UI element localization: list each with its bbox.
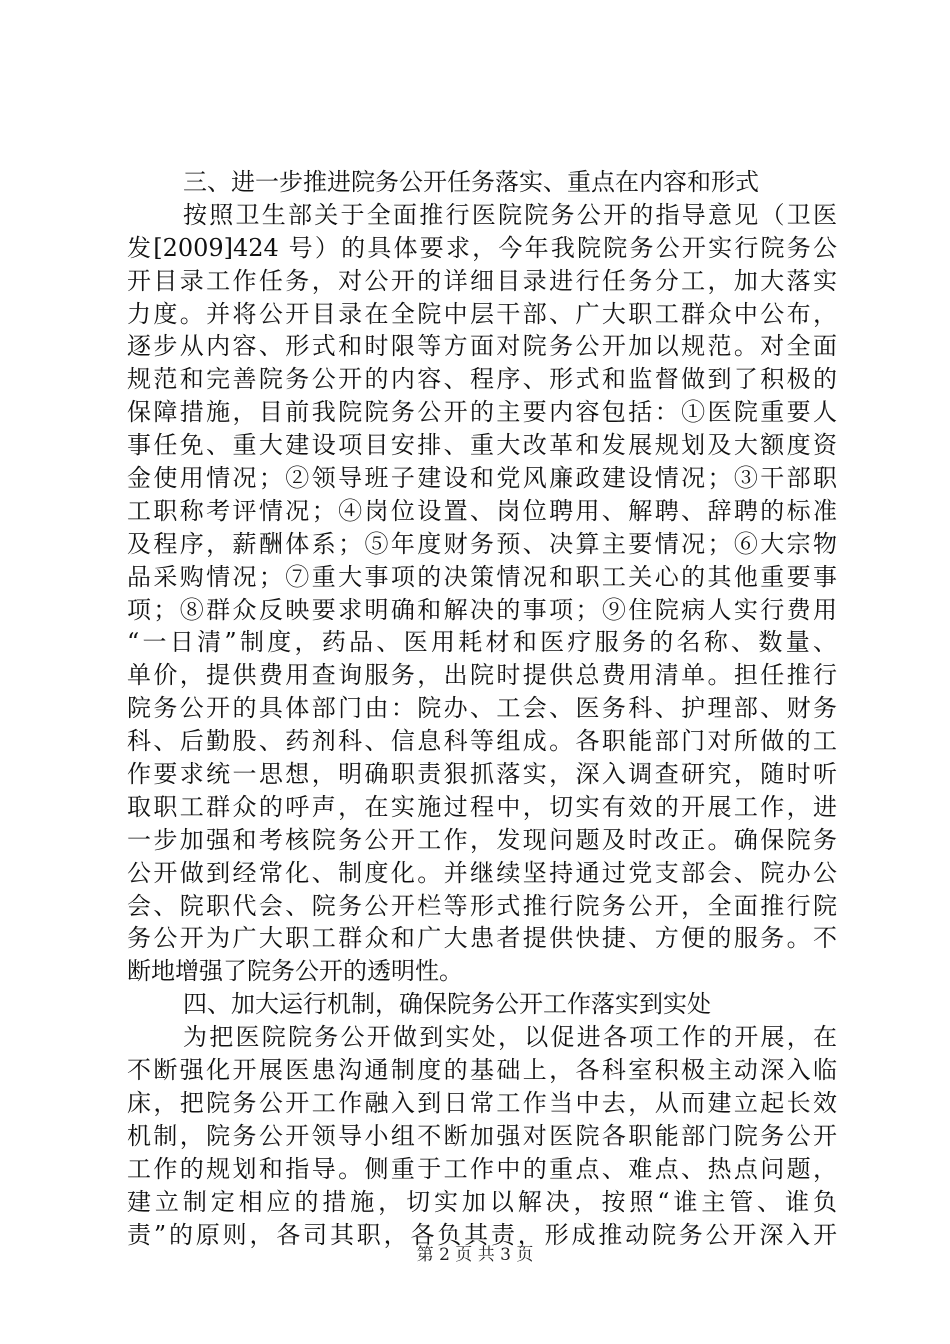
paragraph-line: 机制，院务公开领导小组不断加强对医院各职能部门院务公开: [127, 1121, 837, 1150]
paragraph-line: 事任免、重大建设项目安排、重大改革和发展规划及大额度资: [127, 431, 837, 460]
paragraph-line: 不断强化开展医患沟通制度的基础上，各科室积极主动深入临: [127, 1056, 837, 1085]
paragraph-line: 科、后勤股、药剂科、信息科等组成。各职能部门对所做的工: [127, 727, 837, 756]
paragraph-line: 责”的原则，各司其职，各负其责，形成推动院务公开深入开: [127, 1220, 837, 1249]
paragraph-line: 保障措施，目前我院院务公开的主要内容包括：①医院重要人: [127, 398, 837, 427]
paragraph-line: 按照卫生部关于全面推行医院院务公开的指导意见（卫医: [183, 200, 837, 229]
paragraph-line: 规范和完善院务公开的内容、程序、形式和监督做到了积极的: [127, 365, 837, 394]
paragraph-line: 单价，提供费用查询服务，出院时提供总费用清单。担任推行: [127, 661, 837, 690]
paragraph-line: 床，把院务公开工作融入到日常工作当中去，从而建立起长效: [127, 1088, 837, 1117]
paragraph-line: 工职称考评情况；④岗位设置、岗位聘用、解聘、辞聘的标准: [127, 496, 837, 525]
paragraph-line: 金使用情况；②领导班子建设和党风廉政建设情况；③干部职: [127, 464, 837, 493]
paragraph-line: 为把医院院务公开做到实处，以促进各项工作的开展，在: [183, 1023, 837, 1052]
paragraph-line: 公开做到经常化、制度化。并继续坚持通过党支部会、院办公: [127, 858, 837, 887]
paragraph-line: 发[2009]424 号）的具体要求，今年我院院务公开实行院务公: [127, 233, 837, 262]
paragraph-line: 会、院职代会、院务公开栏等形式推行院务公开，全面推行院: [127, 891, 837, 920]
paragraph-line: 工作的规划和指导。侧重于工作中的重点、难点、热点问题，: [127, 1154, 837, 1183]
paragraph-line: 力度。并将公开目录在全院中层干部、广大职工群众中公布，: [127, 299, 837, 328]
paragraph-line: 品采购情况；⑦重大事项的决策情况和职工关心的其他重要事: [127, 562, 837, 591]
paragraph-line: 项；⑧群众反映要求明确和解决的事项；⑨住院病人实行费用: [127, 595, 837, 624]
paragraph-line: 建立制定相应的措施，切实加以解决，按照“谁主管、谁负: [127, 1187, 837, 1216]
paragraph-line: 务公开为广大职工群众和广大患者提供快捷、方便的服务。不: [127, 924, 837, 953]
paragraph-line: 开目录工作任务，对公开的详细目录进行任务分工，加大落实: [127, 266, 837, 295]
section-heading-4: 四、加大运行机制，确保院务公开工作落实到实处: [183, 990, 711, 1019]
paragraph-line: 一步加强和考核院务公开工作，发现问题及时改正。确保院务: [127, 825, 837, 854]
paragraph-line: 取职工群众的呼声，在实施过程中，切实有效的开展工作，进: [127, 792, 837, 821]
document-body: [127, 166, 837, 1251]
paragraph-line: 断地增强了院务公开的透明性。: [127, 957, 463, 986]
paragraph-line: 作要求统一思想，明确职责狠抓落实，深入调查研究，随时听: [127, 760, 837, 789]
paragraph-line: 逐步从内容、形式和时限等方面对院务公开加以规范。对全面: [127, 332, 837, 361]
paragraph-line: “一日清”制度，药品、医用耗材和医疗服务的名称、数量、: [127, 628, 837, 657]
paragraph-line: 院务公开的具体部门由：院办、工会、医务科、护理部、财务: [127, 694, 837, 723]
paragraph-line: 及程序，薪酬体系；⑤年度财务预、决算主要情况；⑥大宗物: [127, 529, 837, 558]
section-heading-3: 三、进一步推进院务公开任务落实、重点在内容和形式: [183, 168, 759, 196]
page-number-footer: 第 2 页 共 3 页: [416, 1245, 534, 1265]
